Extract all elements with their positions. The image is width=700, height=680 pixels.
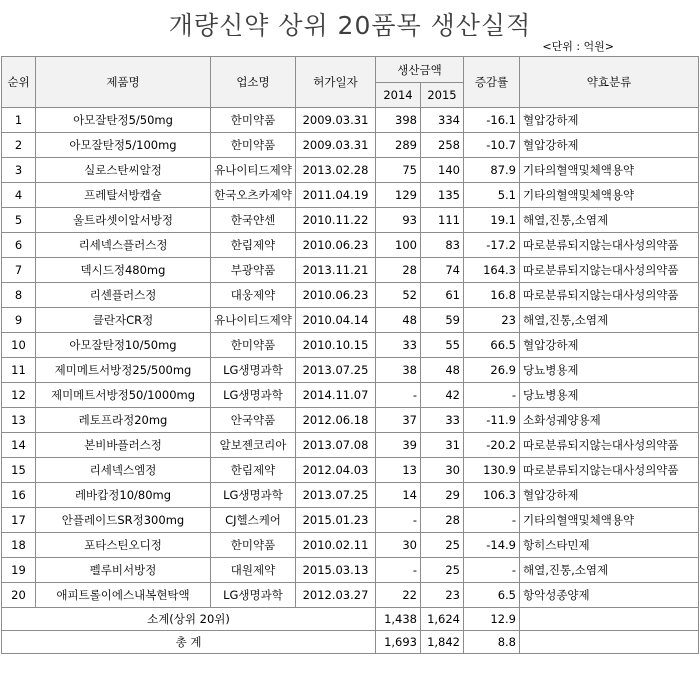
table-row bbox=[2, 308, 699, 333]
product-cell: 레바캅정10/80mg bbox=[36, 483, 211, 508]
change-rate-cell: 6.5 bbox=[464, 583, 520, 608]
subtotal-category-empty bbox=[520, 608, 699, 631]
amount-2014-cell: 93 bbox=[376, 208, 421, 233]
company-cell: 한미약품 bbox=[211, 533, 296, 558]
total-change: 8.8 bbox=[464, 631, 520, 654]
product-cell: 클란자CR정 bbox=[36, 308, 211, 333]
unit-label: <단위 : 억원> bbox=[542, 40, 614, 53]
category-cell: 혈압강하제 bbox=[520, 133, 699, 158]
date-cell: 2009.03.31 bbox=[296, 133, 376, 158]
amount-2014-cell: 39 bbox=[376, 433, 421, 458]
category-cell: 기타의혈액및체액용약 bbox=[520, 508, 699, 533]
product-cell: 제미메트서방정25/500mg bbox=[36, 358, 211, 383]
date-cell: 2010.02.11 bbox=[296, 533, 376, 558]
date-cell: 2014.11.07 bbox=[296, 383, 376, 408]
company-cell: 한미약품 bbox=[211, 133, 296, 158]
rank-cell: 18 bbox=[2, 533, 36, 558]
company-cell: CJ헬스케어 bbox=[211, 508, 296, 533]
date-cell: 2010.06.23 bbox=[296, 283, 376, 308]
category-cell: 따로분류되지않는대사성의약품 bbox=[520, 458, 699, 483]
table-row bbox=[2, 233, 699, 258]
date-cell: 2015.03.13 bbox=[296, 558, 376, 583]
amount-2015-cell: 29 bbox=[421, 483, 464, 508]
amount-2015-cell: 31 bbox=[421, 433, 464, 458]
table-row bbox=[2, 433, 699, 458]
rank-cell: 3 bbox=[2, 158, 36, 183]
category-cell: 기타의혈액및체액용약 bbox=[520, 158, 699, 183]
amount-2015-cell: 25 bbox=[421, 558, 464, 583]
company-cell: LG생명과학 bbox=[211, 383, 296, 408]
table-row bbox=[2, 358, 699, 383]
company-cell: 유나이티드제약 bbox=[211, 308, 296, 333]
total-label: 총 계 bbox=[2, 631, 376, 654]
change-rate-cell: 23 bbox=[464, 308, 520, 333]
table-row bbox=[2, 483, 699, 508]
date-cell: 2012.03.27 bbox=[296, 583, 376, 608]
company-cell: 부광약품 bbox=[211, 258, 296, 283]
category-cell: 항히스타민제 bbox=[520, 533, 699, 558]
date-cell: 2013.07.25 bbox=[296, 358, 376, 383]
rank-cell: 10 bbox=[2, 333, 36, 358]
amount-2015-cell: 23 bbox=[421, 583, 464, 608]
amount-2014-cell: 38 bbox=[376, 358, 421, 383]
rank-cell: 15 bbox=[2, 458, 36, 483]
amount-2014-cell: 75 bbox=[376, 158, 421, 183]
date-cell: 2010.11.22 bbox=[296, 208, 376, 233]
date-cell: 2013.07.08 bbox=[296, 433, 376, 458]
rank-cell: 11 bbox=[2, 358, 36, 383]
product-cell: 안플레이드SR정300mg bbox=[36, 508, 211, 533]
amount-2015-cell: 111 bbox=[421, 208, 464, 233]
change-rate-cell: 5.1 bbox=[464, 183, 520, 208]
amount-2015-cell: 28 bbox=[421, 508, 464, 533]
table-row bbox=[2, 158, 699, 183]
rank-cell: 13 bbox=[2, 408, 36, 433]
header-production-amount: 생산금액 bbox=[376, 57, 464, 83]
rank-cell: 4 bbox=[2, 183, 36, 208]
date-cell: 2011.04.19 bbox=[296, 183, 376, 208]
category-cell: 항악성종양제 bbox=[520, 583, 699, 608]
rank-cell: 20 bbox=[2, 583, 36, 608]
rank-cell: 2 bbox=[2, 133, 36, 158]
production-table bbox=[1, 56, 699, 654]
amount-2014-cell: 33 bbox=[376, 333, 421, 358]
company-cell: LG생명과학 bbox=[211, 483, 296, 508]
header-category: 약효분류 bbox=[520, 57, 699, 108]
product-cell: 본비바플러스정 bbox=[36, 433, 211, 458]
product-cell: 애피트롤이에스내복현탁액 bbox=[36, 583, 211, 608]
product-cell: 프레탈서방캡슐 bbox=[36, 183, 211, 208]
product-cell: 리세넥스플러스정 bbox=[36, 233, 211, 258]
category-cell: 혈압강하제 bbox=[520, 108, 699, 133]
date-cell: 2015.01.23 bbox=[296, 508, 376, 533]
amount-2014-cell: 14 bbox=[376, 483, 421, 508]
date-cell: 2012.04.03 bbox=[296, 458, 376, 483]
amount-2014-cell: 28 bbox=[376, 258, 421, 283]
rank-cell: 16 bbox=[2, 483, 36, 508]
table-row bbox=[2, 133, 699, 158]
company-cell: 한림제약 bbox=[211, 233, 296, 258]
product-cell: 포타스틴오디정 bbox=[36, 533, 211, 558]
amount-2014-cell: 30 bbox=[376, 533, 421, 558]
category-cell: 해열,진통,소염제 bbox=[520, 308, 699, 333]
change-rate-cell: 130.9 bbox=[464, 458, 520, 483]
amount-2014-cell: 37 bbox=[376, 408, 421, 433]
amount-2014-cell: 48 bbox=[376, 308, 421, 333]
amount-2015-cell: 59 bbox=[421, 308, 464, 333]
change-rate-cell: 16.8 bbox=[464, 283, 520, 308]
amount-2015-cell: 48 bbox=[421, 358, 464, 383]
header-approval-date: 허가일자 bbox=[296, 57, 376, 108]
table-body bbox=[2, 108, 699, 608]
category-cell: 소화성궤양용제 bbox=[520, 408, 699, 433]
amount-2014-cell: 52 bbox=[376, 283, 421, 308]
category-cell: 따로분류되지않는대사성의약품 bbox=[520, 433, 699, 458]
header-product: 제품명 bbox=[36, 57, 211, 108]
change-rate-cell: - bbox=[464, 558, 520, 583]
date-cell: 2013.02.28 bbox=[296, 158, 376, 183]
category-cell: 따로분류되지않는대사성의약품 bbox=[520, 258, 699, 283]
amount-2015-cell: 135 bbox=[421, 183, 464, 208]
amount-2014-cell: 129 bbox=[376, 183, 421, 208]
rank-cell: 5 bbox=[2, 208, 36, 233]
category-cell: 기타의혈액및체액용약 bbox=[520, 183, 699, 208]
table-row bbox=[2, 583, 699, 608]
amount-2014-cell: 100 bbox=[376, 233, 421, 258]
change-rate-cell: -11.9 bbox=[464, 408, 520, 433]
total-row bbox=[2, 631, 699, 654]
date-cell: 2009.03.31 bbox=[296, 108, 376, 133]
change-rate-cell: 87.9 bbox=[464, 158, 520, 183]
amount-2014-cell: - bbox=[376, 558, 421, 583]
rank-cell: 6 bbox=[2, 233, 36, 258]
change-rate-cell: -14.9 bbox=[464, 533, 520, 558]
header-year-2014: 2014 bbox=[376, 83, 421, 108]
amount-2015-cell: 25 bbox=[421, 533, 464, 558]
rank-cell: 19 bbox=[2, 558, 36, 583]
change-rate-cell: -10.7 bbox=[464, 133, 520, 158]
amount-2015-cell: 258 bbox=[421, 133, 464, 158]
category-cell: 당뇨병용제 bbox=[520, 358, 699, 383]
subtotal-row bbox=[2, 608, 699, 631]
amount-2015-cell: 33 bbox=[421, 408, 464, 433]
amount-2015-cell: 42 bbox=[421, 383, 464, 408]
product-cell: 덱시드정480mg bbox=[36, 258, 211, 283]
rank-cell: 17 bbox=[2, 508, 36, 533]
table-row bbox=[2, 258, 699, 283]
amount-2015-cell: 334 bbox=[421, 108, 464, 133]
company-cell: 유나이티드제약 bbox=[211, 158, 296, 183]
header-change-rate: 증감률 bbox=[464, 57, 520, 108]
amount-2014-cell: 13 bbox=[376, 458, 421, 483]
page-title: 개량신약 상위 20품목 생산실적 bbox=[168, 11, 532, 40]
subtotal-change: 12.9 bbox=[464, 608, 520, 631]
company-cell: 한림제약 bbox=[211, 458, 296, 483]
date-cell: 2013.07.25 bbox=[296, 483, 376, 508]
rank-cell: 9 bbox=[2, 308, 36, 333]
amount-2014-cell: - bbox=[376, 508, 421, 533]
table-row bbox=[2, 208, 699, 233]
category-cell: 따로분류되지않는대사성의약품 bbox=[520, 283, 699, 308]
rank-cell: 8 bbox=[2, 283, 36, 308]
table-row bbox=[2, 183, 699, 208]
category-cell: 따로분류되지않는대사성의약품 bbox=[520, 233, 699, 258]
rank-cell: 12 bbox=[2, 383, 36, 408]
company-cell: 대웅제약 bbox=[211, 283, 296, 308]
change-rate-cell: 26.9 bbox=[464, 358, 520, 383]
header-year-2015: 2015 bbox=[421, 83, 464, 108]
change-rate-cell: - bbox=[464, 508, 520, 533]
company-cell: 알보젠코리아 bbox=[211, 433, 296, 458]
product-cell: 레토프라정20mg bbox=[36, 408, 211, 433]
product-cell: 리센플러스정 bbox=[36, 283, 211, 308]
amount-2015-cell: 61 bbox=[421, 283, 464, 308]
rank-cell: 14 bbox=[2, 433, 36, 458]
product-cell: 리세넥스엠정 bbox=[36, 458, 211, 483]
date-cell: 2012.06.18 bbox=[296, 408, 376, 433]
change-rate-cell: - bbox=[464, 383, 520, 408]
table-row bbox=[2, 108, 699, 133]
table-row bbox=[2, 558, 699, 583]
amount-2015-cell: 140 bbox=[421, 158, 464, 183]
change-rate-cell: 66.5 bbox=[464, 333, 520, 358]
date-cell: 2010.04.14 bbox=[296, 308, 376, 333]
header-rank: 순위 bbox=[2, 57, 36, 108]
header-company: 업소명 bbox=[211, 57, 296, 108]
table-row bbox=[2, 333, 699, 358]
change-rate-cell: 106.3 bbox=[464, 483, 520, 508]
table-row bbox=[2, 283, 699, 308]
date-cell: 2010.10.15 bbox=[296, 333, 376, 358]
total-2015: 1,842 bbox=[421, 631, 464, 654]
company-cell: 한국얀센 bbox=[211, 208, 296, 233]
company-cell: 대원제약 bbox=[211, 558, 296, 583]
change-rate-cell: 164.3 bbox=[464, 258, 520, 283]
change-rate-cell: -16.1 bbox=[464, 108, 520, 133]
category-cell: 해열,진통,소염제 bbox=[520, 558, 699, 583]
company-cell: 한미약품 bbox=[211, 333, 296, 358]
company-cell: LG생명과학 bbox=[211, 583, 296, 608]
product-cell: 실로스탄씨알정 bbox=[36, 158, 211, 183]
table-row bbox=[2, 383, 699, 408]
category-cell: 혈압강하제 bbox=[520, 483, 699, 508]
change-rate-cell: -17.2 bbox=[464, 233, 520, 258]
amount-2015-cell: 55 bbox=[421, 333, 464, 358]
amount-2014-cell: 22 bbox=[376, 583, 421, 608]
total-category-empty bbox=[520, 631, 699, 654]
subtotal-2014: 1,438 bbox=[376, 608, 421, 631]
amount-2015-cell: 30 bbox=[421, 458, 464, 483]
table-row bbox=[2, 508, 699, 533]
category-cell: 당뇨병용제 bbox=[520, 383, 699, 408]
product-cell: 제미메트서방정50/1000mg bbox=[36, 383, 211, 408]
rank-cell: 1 bbox=[2, 108, 36, 133]
amount-2014-cell: 398 bbox=[376, 108, 421, 133]
product-cell: 아모잘탄정5/100mg bbox=[36, 133, 211, 158]
amount-2014-cell: - bbox=[376, 383, 421, 408]
table-row bbox=[2, 533, 699, 558]
date-cell: 2010.06.23 bbox=[296, 233, 376, 258]
change-rate-cell: -20.2 bbox=[464, 433, 520, 458]
table-row bbox=[2, 458, 699, 483]
product-cell: 울트라셋이알서방정 bbox=[36, 208, 211, 233]
amount-2014-cell: 289 bbox=[376, 133, 421, 158]
company-cell: 안국약품 bbox=[211, 408, 296, 433]
subtotal-label: 소계(상위 20위) bbox=[2, 608, 376, 631]
subtotal-2015: 1,624 bbox=[421, 608, 464, 631]
product-cell: 펠루비서방정 bbox=[36, 558, 211, 583]
total-2014: 1,693 bbox=[376, 631, 421, 654]
date-cell: 2013.11.21 bbox=[296, 258, 376, 283]
amount-2015-cell: 74 bbox=[421, 258, 464, 283]
table-row bbox=[2, 408, 699, 433]
company-cell: 한국오츠카제약 bbox=[211, 183, 296, 208]
rank-cell: 7 bbox=[2, 258, 36, 283]
company-cell: 한미약품 bbox=[211, 108, 296, 133]
category-cell: 해열,진통,소염제 bbox=[520, 208, 699, 233]
product-cell: 아모잘탄정5/50mg bbox=[36, 108, 211, 133]
category-cell: 혈압강하제 bbox=[520, 333, 699, 358]
product-cell: 아모잘탄정10/50mg bbox=[36, 333, 211, 358]
amount-2015-cell: 83 bbox=[421, 233, 464, 258]
company-cell: LG생명과학 bbox=[211, 358, 296, 383]
change-rate-cell: 19.1 bbox=[464, 208, 520, 233]
